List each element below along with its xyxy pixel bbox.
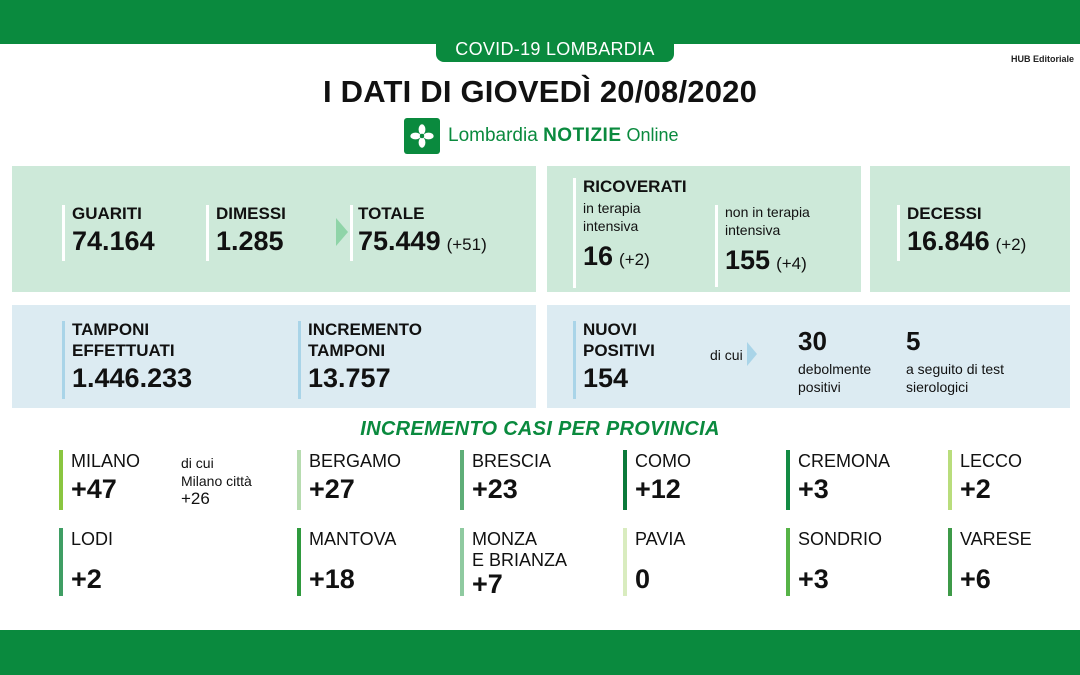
non-intensiva-delta: (+4) [776, 254, 807, 273]
province-bar [59, 450, 63, 510]
decessi-panel [870, 166, 1070, 292]
incremento-tamponi-stat [298, 319, 422, 399]
province-name: MANTOVA [309, 529, 397, 549]
dicui-label: di cui [710, 347, 743, 363]
province-value: +47 [71, 474, 117, 504]
province-bar [297, 450, 301, 510]
province-name: VARESE [960, 529, 1032, 549]
tamponi-effettuati-stat [62, 319, 192, 399]
milano-sub-line2: Milano città [181, 473, 252, 489]
province-value: +3 [798, 474, 829, 504]
province-bar [623, 528, 627, 596]
ricoverati-label: RICOVERATI [583, 177, 687, 196]
province-bar [460, 450, 464, 510]
tamponi-panel [12, 305, 536, 408]
non-intensiva-stat [715, 203, 810, 287]
bottom-bar [0, 630, 1080, 675]
decessi-label: DECESSI [907, 204, 982, 223]
province-name: MONZA [472, 529, 537, 549]
province-name: LECCO [960, 451, 1023, 471]
province-name: MILANO [71, 451, 141, 471]
province-bergamo [297, 450, 401, 510]
brand-part1: Lombardia [448, 125, 544, 146]
tamponi-value: 1.446.233 [72, 363, 193, 393]
dimessi-label: DIMESSI [216, 204, 286, 223]
totale-label: TOTALE [358, 204, 425, 223]
province-pavia [623, 528, 685, 596]
province-bar [623, 450, 627, 510]
dimessi-value: 1.285 [216, 226, 284, 256]
totale-stat [350, 203, 487, 261]
non-intensiva-label1: non in terapia [725, 204, 810, 220]
totale-delta: (+51) [446, 235, 487, 254]
brand-name [448, 125, 679, 147]
positivi-label2: POSITIVI [583, 341, 655, 360]
incremento-label2: TAMPONI [308, 341, 386, 360]
provinces-title: INCREMENTO CASI PER PROVINCIA [360, 418, 720, 440]
intensiva-label1: in terapia [583, 200, 641, 216]
province-value: +27 [309, 474, 355, 504]
province-name: LODI [71, 529, 114, 549]
province-bar [786, 528, 790, 596]
deboli-label1: debolmente [798, 361, 872, 377]
province-bar [297, 528, 301, 596]
province-bar [460, 528, 464, 596]
province-bar [948, 450, 952, 510]
province-value: +23 [472, 474, 518, 504]
deboli-value: 30 [798, 326, 827, 356]
province-value: +6 [960, 564, 991, 594]
province-mantova [297, 528, 396, 596]
sierologici-value: 5 [906, 326, 921, 356]
province-bar [948, 528, 952, 596]
incremento-value: 13.757 [308, 363, 391, 393]
totale-value: 75.449 [358, 226, 441, 256]
province-value: +7 [472, 569, 503, 599]
decessi-delta: (+2) [995, 235, 1027, 254]
ricoverati-panel [547, 166, 861, 292]
brand [404, 117, 679, 155]
milano-sub-line1: di cui [181, 455, 214, 471]
province-bar [59, 528, 63, 596]
province-cremona [786, 450, 890, 510]
deboli-label2: positivi [798, 379, 841, 395]
positivi-value: 154 [583, 363, 629, 393]
province-name: BRESCIA [472, 451, 552, 471]
province-name: COMO [635, 451, 691, 471]
province-lodi [59, 528, 113, 596]
province-sondrio [786, 528, 882, 596]
positivi-panel [547, 305, 1070, 408]
province-bar [786, 450, 790, 510]
province-name: PAVIA [635, 529, 686, 549]
province-varese [948, 528, 1032, 596]
brand-part3: Online [621, 125, 679, 145]
guariti-value: 74.164 [72, 226, 155, 256]
deboli-stat [798, 325, 871, 396]
tamponi-label2: EFFETTUATI [72, 341, 175, 360]
nuovi-positivi-stat [573, 319, 655, 399]
province-value: +2 [71, 564, 102, 594]
incremento-label1: INCREMENTO [308, 320, 422, 339]
province-value: +18 [309, 564, 355, 594]
dimessi-stat [206, 203, 286, 261]
ricoverati-stat [573, 176, 687, 288]
intensiva-delta: (+2) [619, 250, 650, 269]
arrow-right-icon [747, 342, 757, 366]
sierologici-stat [906, 325, 1004, 396]
positivi-label1: NUOVI [583, 320, 637, 339]
tamponi-label1: TAMPONI [72, 320, 150, 339]
decessi-value: 16.846 [907, 226, 990, 256]
province-name: BERGAMO [309, 451, 402, 471]
milano-city-sub [181, 454, 252, 508]
province-value: 0 [635, 564, 651, 594]
intensiva-value: 16 [583, 241, 614, 271]
guariti-label: GUARITI [72, 204, 142, 223]
province-value: +3 [798, 564, 829, 594]
clover-logo-icon [404, 118, 440, 154]
sierologici-label1: a seguito di test [906, 361, 1005, 377]
province-lecco [948, 450, 1022, 510]
province-name: CREMONA [798, 451, 891, 471]
province-name: SONDRIO [798, 529, 883, 549]
decessi-stat [897, 203, 1026, 261]
province-como [623, 450, 691, 510]
arrow-right-icon [336, 218, 348, 246]
province-name-line2: E BRIANZA [472, 550, 568, 570]
header-tab: COVID-19 LOMBARDIA [436, 36, 674, 62]
province-monza [460, 528, 568, 599]
sierologici-label2: sierologici [906, 379, 969, 395]
brand-part2: NOTIZIE [543, 125, 622, 146]
province-milano [59, 450, 140, 510]
hub-label: HUB Editoriale [1010, 54, 1074, 64]
non-intensiva-value: 155 [725, 245, 771, 275]
province-brescia [460, 450, 551, 510]
province-value: +12 [635, 474, 681, 504]
recovered-panel [12, 166, 536, 292]
non-intensiva-label2: intensiva [725, 222, 781, 238]
province-value: +2 [960, 474, 991, 504]
milano-sub-value: +26 [181, 489, 210, 508]
page-title: I DATI DI GIOVEDÌ 20/08/2020 [322, 74, 758, 109]
intensiva-label2: intensiva [583, 218, 639, 234]
guariti-stat [62, 203, 155, 261]
